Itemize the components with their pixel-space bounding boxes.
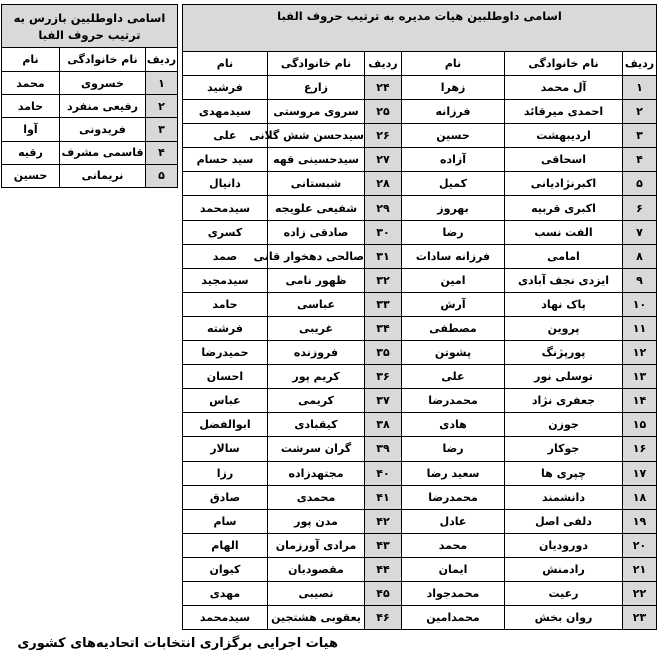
first-name: علی: [182, 124, 267, 148]
row-number: ۱۸: [623, 485, 657, 509]
family-name: اسحاقی: [505, 148, 623, 172]
col-row-header: ردیف: [623, 52, 657, 76]
first-name: سیدمحمد: [182, 196, 267, 220]
family-name: دانشمند: [505, 485, 623, 509]
family-name: دلفی اصل: [505, 509, 623, 533]
family-name: جوکار: [505, 437, 623, 461]
first-name: ابوالفضل: [182, 413, 267, 437]
family-name: سیدحسن شش گلانی: [268, 124, 365, 148]
table-row: [182, 509, 656, 533]
row-number: ۲۳: [623, 606, 657, 630]
family-name: پاک نهاد: [505, 292, 623, 316]
family-name: اکبرنژادیانی: [505, 172, 623, 196]
first-name: رقیه: [2, 141, 60, 164]
inspector-candidates-table: [1, 4, 178, 188]
board-table-title: اسامی داوطلبین هیات مدیره به ترتیب حروف الفبا: [182, 5, 656, 52]
first-name: محمدرضا: [402, 389, 505, 413]
family-name: کیقبادی: [268, 413, 365, 437]
row-number: ۲: [623, 100, 657, 124]
first-name: کسری: [182, 220, 267, 244]
family-name: صالحی دهخوار قانی: [268, 244, 365, 268]
col-row-header: ردیف: [365, 52, 402, 76]
row-number: ۳۸: [365, 413, 402, 437]
table-row: [182, 341, 656, 365]
family-name: پروین: [505, 316, 623, 340]
row-number: ۲۵: [365, 100, 402, 124]
family-name: مجتهدزاده: [268, 461, 365, 485]
family-name: گران سرشت: [268, 437, 365, 461]
row-number: ۸: [623, 244, 657, 268]
table-row: [2, 141, 178, 164]
row-number: ۷: [623, 220, 657, 244]
family-name: مرادی آورزمان: [268, 533, 365, 557]
row-number: ۱۴: [623, 389, 657, 413]
first-name: کیوان: [182, 557, 267, 581]
family-name: اکبری قربیه: [505, 196, 623, 220]
row-number: ۱۷: [623, 461, 657, 485]
first-name: پشوتن: [402, 341, 505, 365]
first-name: احسان: [182, 365, 267, 389]
first-name: الهام: [182, 533, 267, 557]
col-name-header: نام: [182, 52, 267, 76]
family-name: ظهور نامی: [268, 268, 365, 292]
table-row: [182, 389, 656, 413]
family-name: صادقی زاده: [268, 220, 365, 244]
family-name: سیدحسینی قهه: [268, 148, 365, 172]
first-name: آزاده: [402, 148, 505, 172]
first-name: آوا: [2, 118, 60, 141]
family-name: زارع: [268, 76, 365, 100]
board-header-row: [182, 52, 656, 76]
family-name: یعقوبی هشتجین: [268, 606, 365, 630]
table-row: [182, 461, 656, 485]
first-name: محمد: [402, 533, 505, 557]
row-number: ۳۵: [365, 341, 402, 365]
family-name: امامی: [505, 244, 623, 268]
first-name: مصطفی: [402, 316, 505, 340]
first-name: آرش: [402, 292, 505, 316]
table-row: [2, 118, 178, 141]
table-row: [182, 533, 656, 557]
row-number: ۳۴: [365, 316, 402, 340]
first-name: محمد: [2, 72, 60, 95]
first-name: سام: [182, 509, 267, 533]
table-row: [182, 172, 656, 196]
row-number: ۴۶: [365, 606, 402, 630]
family-name: نریمانی: [60, 164, 146, 187]
family-name: مقصودیان: [268, 557, 365, 581]
family-name: شبستانی: [268, 172, 365, 196]
col-family-header: نام خانوادگی: [505, 52, 623, 76]
family-name: فروزنده: [268, 341, 365, 365]
row-number: ۴۱: [365, 485, 402, 509]
first-name: رضا: [402, 220, 505, 244]
col-name-header: نام: [402, 52, 505, 76]
table-row: [182, 485, 656, 509]
row-number: ۲۶: [365, 124, 402, 148]
family-name: کریمی: [268, 389, 365, 413]
family-name: ایزدی نجف آبادی: [505, 268, 623, 292]
row-number: ۱۱: [623, 316, 657, 340]
first-name: سید حسام: [182, 148, 267, 172]
row-number: ۲۱: [623, 557, 657, 581]
row-number: ۱۹: [623, 509, 657, 533]
inspector-table-title: اسامی داوطلبین بازرس به ترتیب حروف الفبا: [2, 5, 178, 48]
family-name: خسروی: [60, 72, 146, 95]
row-number: ۱۶: [623, 437, 657, 461]
row-number: ۳۰: [365, 220, 402, 244]
table-row: [2, 72, 178, 95]
table-row: [2, 164, 178, 187]
row-number: ۲۰: [623, 533, 657, 557]
family-name: چپری ها: [505, 461, 623, 485]
row-number: ۴: [623, 148, 657, 172]
row-number: ۳۷: [365, 389, 402, 413]
first-name: سیدمجید: [182, 268, 267, 292]
first-name: مهدی: [182, 581, 267, 605]
first-name: رضا: [402, 437, 505, 461]
first-name: محمدامین: [402, 606, 505, 630]
row-number: ۴: [146, 141, 178, 164]
first-name: حامد: [2, 95, 60, 118]
row-number: ۹: [623, 268, 657, 292]
first-name: فرزانه: [402, 100, 505, 124]
first-name: سعید رضا: [402, 461, 505, 485]
table-row: [182, 292, 656, 316]
first-name: صمد: [182, 244, 267, 268]
col-name-header: نام: [2, 48, 60, 72]
table-row: [182, 606, 656, 630]
row-number: ۳۹: [365, 437, 402, 461]
table-row: [182, 100, 656, 124]
row-number: ۴۴: [365, 557, 402, 581]
first-name: دانیال: [182, 172, 267, 196]
family-name: اردیبهشت: [505, 124, 623, 148]
family-name: توسلی نور: [505, 365, 623, 389]
row-number: ۲۲: [623, 581, 657, 605]
row-number: ۱۰: [623, 292, 657, 316]
footer-organization: هیات اجرایی برگزاری انتخابات اتحادیه‌های کشوری: [17, 636, 338, 651]
row-number: ۱: [623, 76, 657, 100]
first-name: بهروز: [402, 196, 505, 220]
family-name: فریدونی: [60, 118, 146, 141]
table-row: [182, 581, 656, 605]
row-number: ۴۳: [365, 533, 402, 557]
board-table-body: [182, 76, 656, 630]
row-number: ۵: [623, 172, 657, 196]
table-row: [182, 124, 656, 148]
family-name: احمدی میرقائد: [505, 100, 623, 124]
row-number: ۴۰: [365, 461, 402, 485]
board-candidates-table: [182, 4, 657, 630]
family-name: مدن پور: [268, 509, 365, 533]
row-number: ۲۸: [365, 172, 402, 196]
family-name: غریبی: [268, 316, 365, 340]
row-number: ۴۲: [365, 509, 402, 533]
first-name: صادق: [182, 485, 267, 509]
family-name: پورپژنگ: [505, 341, 623, 365]
family-name: روان بخش: [505, 606, 623, 630]
row-number: ۳۶: [365, 365, 402, 389]
row-number: ۱۲: [623, 341, 657, 365]
first-name: کمیل: [402, 172, 505, 196]
table-row: [182, 413, 656, 437]
col-row-header: ردیف: [146, 48, 178, 72]
col-family-header: نام خانوادگی: [268, 52, 365, 76]
family-name: دوروديان: [505, 533, 623, 557]
family-name: جوزن: [505, 413, 623, 437]
family-name: محمدی: [268, 485, 365, 509]
first-name: فرشته: [182, 316, 267, 340]
first-name: سیدمهدی: [182, 100, 267, 124]
row-number: ۴۵: [365, 581, 402, 605]
first-name: حامد: [182, 292, 267, 316]
family-name: رعیت: [505, 581, 623, 605]
family-name: عباسی: [268, 292, 365, 316]
inspector-header-row: [2, 48, 178, 72]
row-number: ۲: [146, 95, 178, 118]
table-row: [182, 316, 656, 340]
family-name: سروی مروستی: [268, 100, 365, 124]
first-name: سالار: [182, 437, 267, 461]
row-number: ۵: [146, 164, 178, 187]
row-number: ۳۳: [365, 292, 402, 316]
table-row: [182, 244, 656, 268]
family-name: الفت نسب: [505, 220, 623, 244]
row-number: ۲۷: [365, 148, 402, 172]
table-row: [182, 365, 656, 389]
table-row: [182, 76, 656, 100]
table-row: [182, 268, 656, 292]
first-name: فرزانه سادات: [402, 244, 505, 268]
row-number: ۱: [146, 72, 178, 95]
first-name: حمیدرضا: [182, 341, 267, 365]
first-name: زهرا: [402, 76, 505, 100]
first-name: عباس: [182, 389, 267, 413]
table-row: [182, 557, 656, 581]
first-name: فرشید: [182, 76, 267, 100]
family-name: رفیعی منفرد: [60, 95, 146, 118]
row-number: ۳۱: [365, 244, 402, 268]
row-number: ۲۹: [365, 196, 402, 220]
family-name: آل محمد: [505, 76, 623, 100]
family-name: قاسمی مشرف: [60, 141, 146, 164]
row-number: ۶: [623, 196, 657, 220]
first-name: هادی: [402, 413, 505, 437]
family-name: رادمنش: [505, 557, 623, 581]
first-name: رزا: [182, 461, 267, 485]
first-name: حسین: [2, 164, 60, 187]
family-name: جعفری نژاد: [505, 389, 623, 413]
family-name: نصیبی: [268, 581, 365, 605]
first-name: حسین: [402, 124, 505, 148]
inspector-table-body: [2, 72, 178, 188]
table-row: [182, 220, 656, 244]
row-number: ۳۲: [365, 268, 402, 292]
first-name: محمدجواد: [402, 581, 505, 605]
first-name: ایمان: [402, 557, 505, 581]
col-family-header: نام خانوادگی: [60, 48, 146, 72]
first-name: عادل: [402, 509, 505, 533]
row-number: ۱۵: [623, 413, 657, 437]
row-number: ۲۴: [365, 76, 402, 100]
row-number: ۱۳: [623, 365, 657, 389]
table-row: [182, 196, 656, 220]
first-name: سیدمحمد: [182, 606, 267, 630]
row-number: ۳: [146, 118, 178, 141]
first-name: امین: [402, 268, 505, 292]
family-name: کریم پور: [268, 365, 365, 389]
table-row: [182, 437, 656, 461]
first-name: علی: [402, 365, 505, 389]
table-row: [2, 95, 178, 118]
first-name: محمدرضا: [402, 485, 505, 509]
table-row: [182, 148, 656, 172]
family-name: شفیعی علویجه: [268, 196, 365, 220]
row-number: ۳: [623, 124, 657, 148]
